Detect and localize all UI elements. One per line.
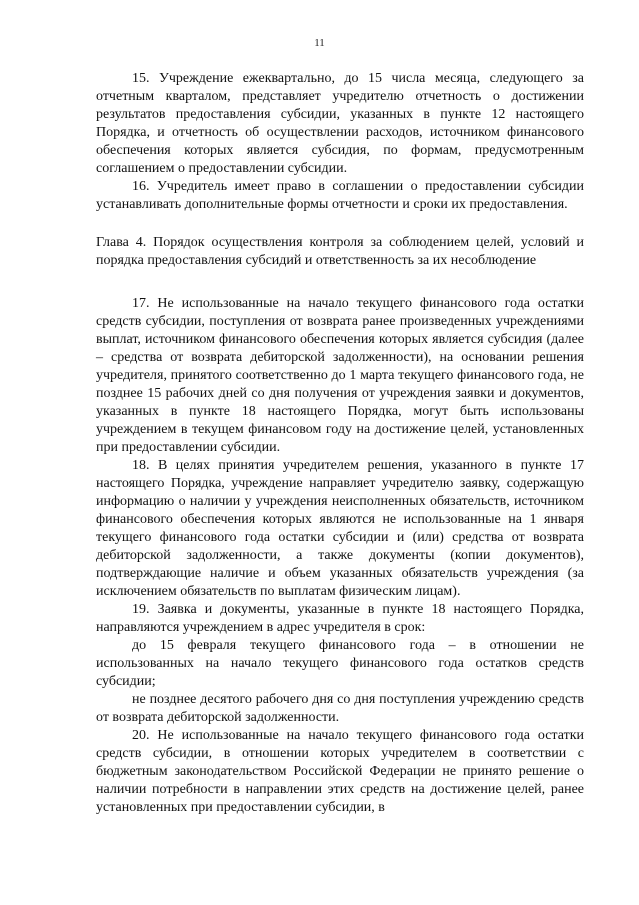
- paragraph-17: 17. Не использованные на начало текущего финансового года остатки средств субсидии, поступления от возврата ранее произведенных учреждениями выплат, источником финансового обеспечения которых является субсидия (далее – средства от возврата дебиторской задолженности), на основании решения учредителя, принятого соответственно до 1 марта текущего финансового года, не позднее 15 рабочих дней со дня получения от учреждения заявки и документов, указанных в пункте 18 настоящего Порядка, могут быть использованы учреждением в текущем финансовом году на достижение целей, установленных при предоставлении субсидии.: [96, 296, 584, 455]
- paragraph-19-deadline-2: не позднее десятого рабочего дня со дня поступления учреждению средств от возврата дебиторской задолженности.: [96, 692, 584, 725]
- paragraph-19: 19. Заявка и документы, указанные в пункте 18 настоящего Порядка, направляются учреждением в адрес учредителя в срок:: [96, 602, 584, 635]
- paragraph-15: 15. Учреждение ежеквартально, до 15 числа месяца, следующего за отчетным кварталом, представляет учредителю отчетность о достижении результатов предоставления субсидии, указанных в пункте 12 настоящего Порядка, и отчетность об осуществлении расходов, источником финансового обеспечения которых является субсидия, по формам, предусмотренным соглашением о предоставлении субсидии.: [96, 71, 584, 176]
- paragraph-19-deadline-1: до 15 февраля текущего финансового года – в отношении не использованных на начало текущего финансового года остатков средств субсидии;: [96, 638, 584, 689]
- page-number: 11: [314, 37, 325, 49]
- paragraph-16: 16. Учредитель имеет право в соглашении о предоставлении субсидии устанавливать дополнительные формы отчетности и сроки их предоставления.: [96, 179, 584, 212]
- document-body: [96, 70, 584, 817]
- paragraph-20: 20. Не использованные на начало текущего финансового года остатки средств субсидии, в отношении которых учредителем в соответствии с бюджетным законодательством Российской Федерации не принято решение о наличии потребности в направлении этих средств на достижение целей, ранее установленных при предоставлении субсидии, в: [96, 728, 584, 815]
- chapter-heading: Глава 4. Порядок осуществления контроля за соблюдением целей, условий и порядка предоставления субсидий и ответственность за их несоблюдение: [96, 235, 584, 268]
- paragraph-18: 18. В целях принятия учредителем решения, указанного в пункте 17 настоящего Порядка, учреждение направляет учредителю заявку, содержащую информацию о наличии у учреждения неисполненных обязательств, источником финансового обеспечения которых являются не использованные на 1 января текущего финансового года остатки субсидии и (или) средства от возврата дебиторской задолженности, а также документы (копии документов), подтверждающие наличие и объем указанных обязательств учреждения (за исключением обязательств по выплатам физическим лицам).: [96, 458, 584, 599]
